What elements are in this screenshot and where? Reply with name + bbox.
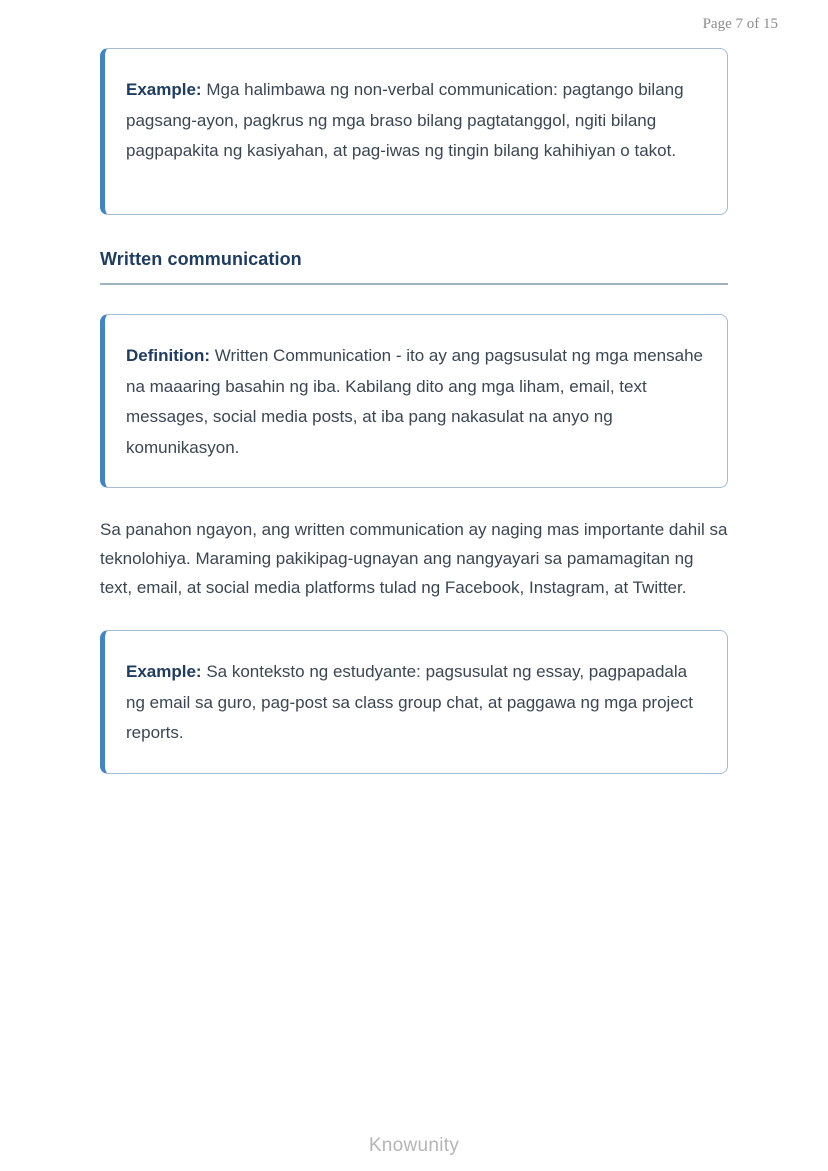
document-content (100, 0, 728, 774)
footer-brand: Knowunity (368, 1135, 460, 1156)
definition-callout (100, 314, 728, 488)
definition-label: Definition: (126, 346, 211, 365)
example-callout-nonverbal (100, 48, 728, 215)
example-text: Sa konteksto ng estudyante: pagsusulat ng essay, pagpapadala ng email sa guro, pag-post sa class group chat, at paggawa ng mga project reports. (126, 662, 694, 742)
example-callout-student (100, 630, 728, 774)
page-indicator: Page 7 of 15 (702, 16, 778, 32)
example-text: Mga halimbawa ng non-verbal communication: pagtango bilang pagsang-ayon, pagkrus ng mga braso bilang pagtatanggol, ngiti bilang pagpapakita ng kasiyahan, at pag-iwas ng tingin bilang kahihiyan o takot. (126, 80, 684, 160)
section-heading-written-communication: Written communication (100, 249, 302, 269)
example-label: Example: (126, 662, 202, 681)
example-label: Example: (126, 80, 202, 99)
definition-text: Written Communication - ito ay ang pagsusulat ng mga mensahe na maaaring basahin ng iba. Kabilang dito ang mga liham, email, text messages, social media posts, at iba pang nakasulat na anyo ng komunikasyon. (126, 346, 703, 457)
heading-rule (100, 283, 728, 285)
body-paragraph: Sa panahon ngayon, ang written communication ay naging mas importante dahil sa teknolohiya. Maraming pakikipag-ugnayan ang nangyayari sa pamamagitan ng text, email, at social media platforms tulad ng Facebook, Instagram, at Twitter. (100, 520, 728, 597)
